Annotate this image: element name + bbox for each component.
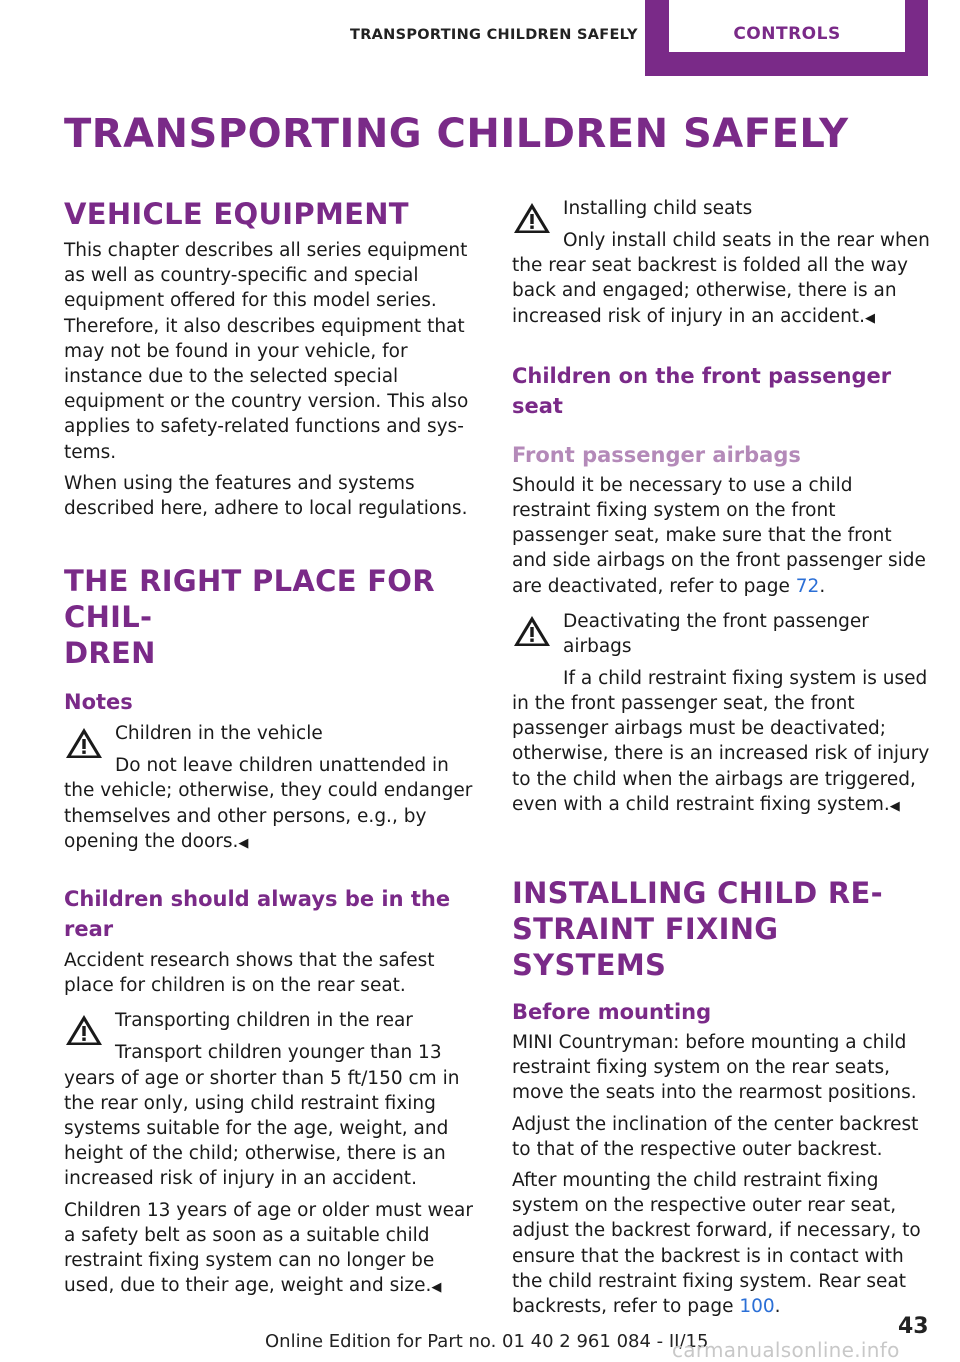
page-title: TRANSPORTING CHILDREN SAFELY bbox=[64, 111, 849, 157]
warning-title: Installing child seats bbox=[563, 198, 753, 219]
running-header: TRANSPORTING CHILDREN SAFELY bbox=[350, 27, 638, 43]
warning-body: Only install child seats in the rear when the rear seat backrest is folded all the way back and engaged; otherwise, there is an increased risk of injury in an accident.◀ bbox=[512, 230, 930, 327]
end-mark-icon: ◀ bbox=[889, 798, 900, 814]
front-seat-heading: Children on the front passenger seat bbox=[512, 363, 892, 418]
chapter-tab-label: CONTROLS bbox=[669, 0, 905, 52]
vehicle-equipment-paragraph-1: This chapter describes all series equipment as well as country-specific and special equipment offered for this model series. Therefore, it also describes equipment that may not be found in your vehicle, for instance due to the selected special equipment or the country version. This also applies to safety-related functions and systems. bbox=[64, 240, 469, 463]
chapter-tab[interactable] bbox=[645, 0, 928, 76]
warning-title: Children in the vehicle bbox=[115, 723, 323, 745]
end-mark-icon: ◀ bbox=[864, 310, 875, 326]
warning-triangle-icon bbox=[512, 200, 552, 236]
watermark: carmanualsonline.info bbox=[672, 1338, 900, 1362]
warning-deactivating-airbags bbox=[512, 609, 930, 819]
notes-heading: Notes bbox=[64, 690, 133, 715]
airbags-paragraph: Should it be necessary to use a child restraint fixing system on the front passenger seat, make sure that the front and side airbags on the front passenger side are deactivated, refer to page 72. bbox=[512, 474, 926, 597]
warning-transporting-rear bbox=[64, 1008, 482, 1191]
rear-seat-heading: Children should always be in the rear bbox=[64, 887, 451, 942]
warning-triangle-icon bbox=[64, 725, 104, 761]
left-column bbox=[64, 196, 482, 1300]
warning-installing-child-seats bbox=[512, 196, 930, 331]
warning-body: Transport children younger than 13 years of age or shorter than 5 ft/150 cm in the rear only, using child restraint fixing systems suitable for the age, weight, and height of the child; otherwise, there is an increased risk of injury in an accident. bbox=[64, 1042, 460, 1190]
before-mounting-heading: Before mounting bbox=[512, 1000, 712, 1025]
before-mounting-paragraph-3: After mounting the child restraint fixing system on the respective outer rear seat, adjust the backrest forward, if necessary, to ensure that the backrest is in contact with the child restraint fixing system. Rear seat backrests, refer to page 100. bbox=[512, 1170, 921, 1318]
before-mounting-paragraph-2: Adjust the inclination of the center backrest to that of the respective outer backrest. bbox=[512, 1113, 919, 1160]
page-link[interactable]: 100 bbox=[739, 1296, 775, 1318]
warning-title: Deactivating the front passenger airbags bbox=[563, 610, 869, 657]
before-mounting-paragraph-1: MINI Countryman: before mounting a child restraint fixing system on the rear seats, move the seats into the rearmost positions. bbox=[512, 1032, 917, 1104]
page-link[interactable]: 72 bbox=[795, 575, 820, 597]
warning-triangle-icon bbox=[64, 1012, 104, 1048]
warning-body: Do not leave children unattended in the vehicle; otherwise, they could endanger themselves and other persons, e.g., by opening the doors.◀ bbox=[64, 755, 473, 852]
end-mark-icon: ◀ bbox=[238, 835, 249, 851]
warning-title: Transporting children in the rear bbox=[115, 1010, 413, 1032]
installing-heading: INSTALLING CHILD RE- STRAINT FIXING SYSTEMS bbox=[512, 876, 884, 983]
vehicle-equipment-heading: VEHICLE EQUIPMENT bbox=[64, 197, 409, 231]
warning-children-in-vehicle bbox=[64, 721, 482, 856]
footer-edition: Online Edition for Part no. 01 40 2 961 084 - II/15 bbox=[265, 1331, 709, 1352]
airbags-heading: Front passenger airbags bbox=[512, 442, 801, 467]
rear-seat-paragraph-1: Accident research shows that the safest place for children is on the rear seat. bbox=[64, 950, 435, 997]
warning-triangle-icon bbox=[512, 613, 552, 649]
warning-body: If a child restraint fixing system is used in the front passenger seat, the front passenger airbags must be deactivated; otherwise, there is an increased risk of injury to the child when the airbags are triggered, even with a child restraint fixing system.◀ bbox=[512, 667, 930, 815]
page-number: 43 bbox=[898, 1314, 929, 1339]
end-mark-icon: ◀ bbox=[431, 1280, 442, 1296]
vehicle-equipment-paragraph-2: When using the features and systems described here, adhere to local regulations. bbox=[64, 472, 468, 520]
rear-seat-paragraph-2: Children 13 years of age or older must wear a safety belt as soon as a suitable child restraint fixing system can no longer be used, due to their age, weight and size.◀ bbox=[64, 1199, 473, 1297]
right-place-heading: THE RIGHT PLACE FOR CHIL- DREN bbox=[64, 564, 435, 671]
right-column bbox=[512, 196, 930, 1319]
